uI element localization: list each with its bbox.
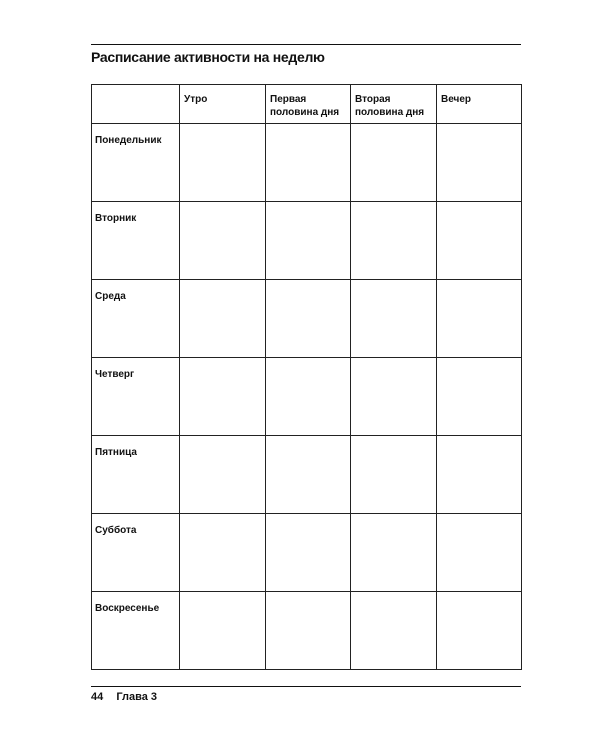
row-header-friday: Пятница xyxy=(92,436,180,514)
footer-rule xyxy=(91,686,521,687)
row-header-wednesday: Среда xyxy=(92,280,180,358)
table-row xyxy=(92,280,522,358)
header-row xyxy=(92,85,522,124)
table-row xyxy=(92,592,522,670)
column-header-evening: Вечер xyxy=(437,85,522,124)
table-cell xyxy=(180,280,266,358)
page-footer xyxy=(91,691,157,703)
row-header-saturday: Суббота xyxy=(92,514,180,592)
table-row xyxy=(92,202,522,280)
column-header-first-half: Первая половина дня xyxy=(266,85,351,124)
row-header-monday: Понедельник xyxy=(92,124,180,202)
table-cell xyxy=(351,436,437,514)
table-cell xyxy=(437,514,522,592)
corner-cell xyxy=(92,85,180,124)
table-cell xyxy=(180,124,266,202)
table-cell xyxy=(437,124,522,202)
table-cell xyxy=(266,358,351,436)
page-number: 44 xyxy=(91,691,104,703)
table-cell xyxy=(437,202,522,280)
table-row xyxy=(92,124,522,202)
table-cell xyxy=(266,124,351,202)
column-header-second-half: Вторая половина дня xyxy=(351,85,437,124)
table-cell xyxy=(266,202,351,280)
table-cell xyxy=(437,280,522,358)
table-cell xyxy=(351,592,437,670)
table-cell xyxy=(351,202,437,280)
table-cell xyxy=(351,514,437,592)
chapter-label: Глава 3 xyxy=(116,691,158,703)
table-row xyxy=(92,358,522,436)
page-title: Расписание активности на неделю xyxy=(91,49,325,65)
table-cell xyxy=(180,436,266,514)
table-cell xyxy=(437,592,522,670)
table-cell xyxy=(266,514,351,592)
table-cell xyxy=(266,436,351,514)
table-cell xyxy=(437,436,522,514)
top-rule xyxy=(91,44,521,45)
table-cell xyxy=(266,592,351,670)
table-cell xyxy=(180,514,266,592)
row-header-thursday: Четверг xyxy=(92,358,180,436)
table-cell xyxy=(437,358,522,436)
row-header-sunday: Воскресенье xyxy=(92,592,180,670)
column-header-morning: Утро xyxy=(180,85,266,124)
row-header-tuesday: Вторник xyxy=(92,202,180,280)
table-cell xyxy=(266,280,351,358)
table-row xyxy=(92,436,522,514)
table-cell xyxy=(351,124,437,202)
table-cell xyxy=(180,592,266,670)
table-cell xyxy=(351,358,437,436)
weekly-activity-table xyxy=(91,84,522,670)
table-cell xyxy=(180,358,266,436)
table-cell xyxy=(351,280,437,358)
table-cell xyxy=(180,202,266,280)
table-row xyxy=(92,514,522,592)
